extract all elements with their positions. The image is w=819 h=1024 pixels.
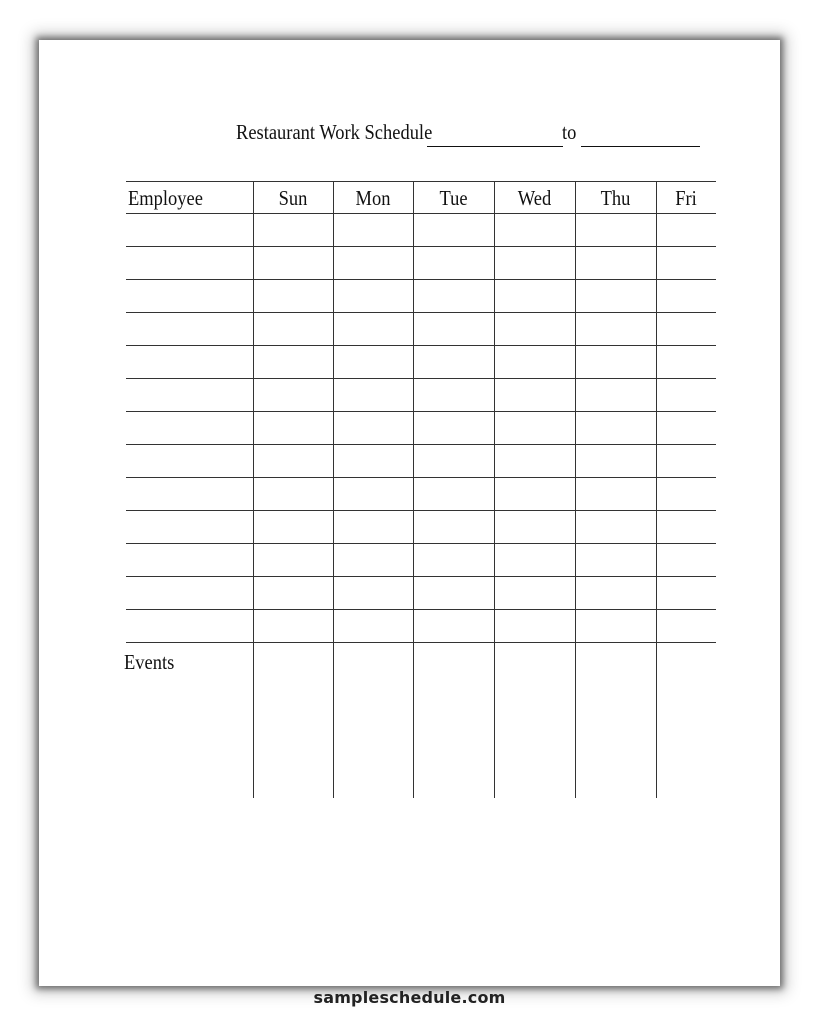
row-line (126, 609, 716, 610)
document-title: Restaurant Work Schedule (236, 120, 433, 144)
day-column-divider (333, 181, 334, 798)
end-date-blank (581, 146, 700, 147)
row-line (126, 312, 716, 313)
row-line (126, 444, 716, 445)
events-column-divider (253, 642, 254, 798)
start-date-blank (427, 146, 563, 147)
table-top-border (126, 181, 716, 182)
row-line (126, 378, 716, 379)
day-header-sun: Sun (278, 186, 308, 210)
day-header-tue: Tue (439, 186, 468, 210)
schedule-table (126, 181, 716, 798)
day-header-wed: Wed (517, 186, 552, 210)
events-label: Events (124, 650, 175, 674)
employee-column-divider (253, 181, 254, 642)
day-header-mon: Mon (355, 186, 391, 210)
row-line (126, 642, 716, 643)
day-column-divider (575, 181, 576, 798)
to-label: to (562, 120, 577, 144)
day-column-divider (494, 181, 495, 798)
row-line (126, 576, 716, 577)
day-column-divider (413, 181, 414, 798)
schedule-page (39, 40, 780, 986)
row-line (126, 477, 716, 478)
footer-site-credit: sampleschedule.com (313, 988, 506, 1007)
row-line (126, 411, 716, 412)
header-bottom-border (126, 213, 716, 214)
row-line (126, 510, 716, 511)
row-line (126, 543, 716, 544)
row-line (126, 246, 716, 247)
row-line (126, 279, 716, 280)
day-column-divider (656, 181, 657, 798)
row-line (126, 345, 716, 346)
day-header-thu: Thu (600, 186, 631, 210)
employee-header: Employee (128, 186, 203, 210)
day-header-fri: Fri (675, 186, 697, 210)
